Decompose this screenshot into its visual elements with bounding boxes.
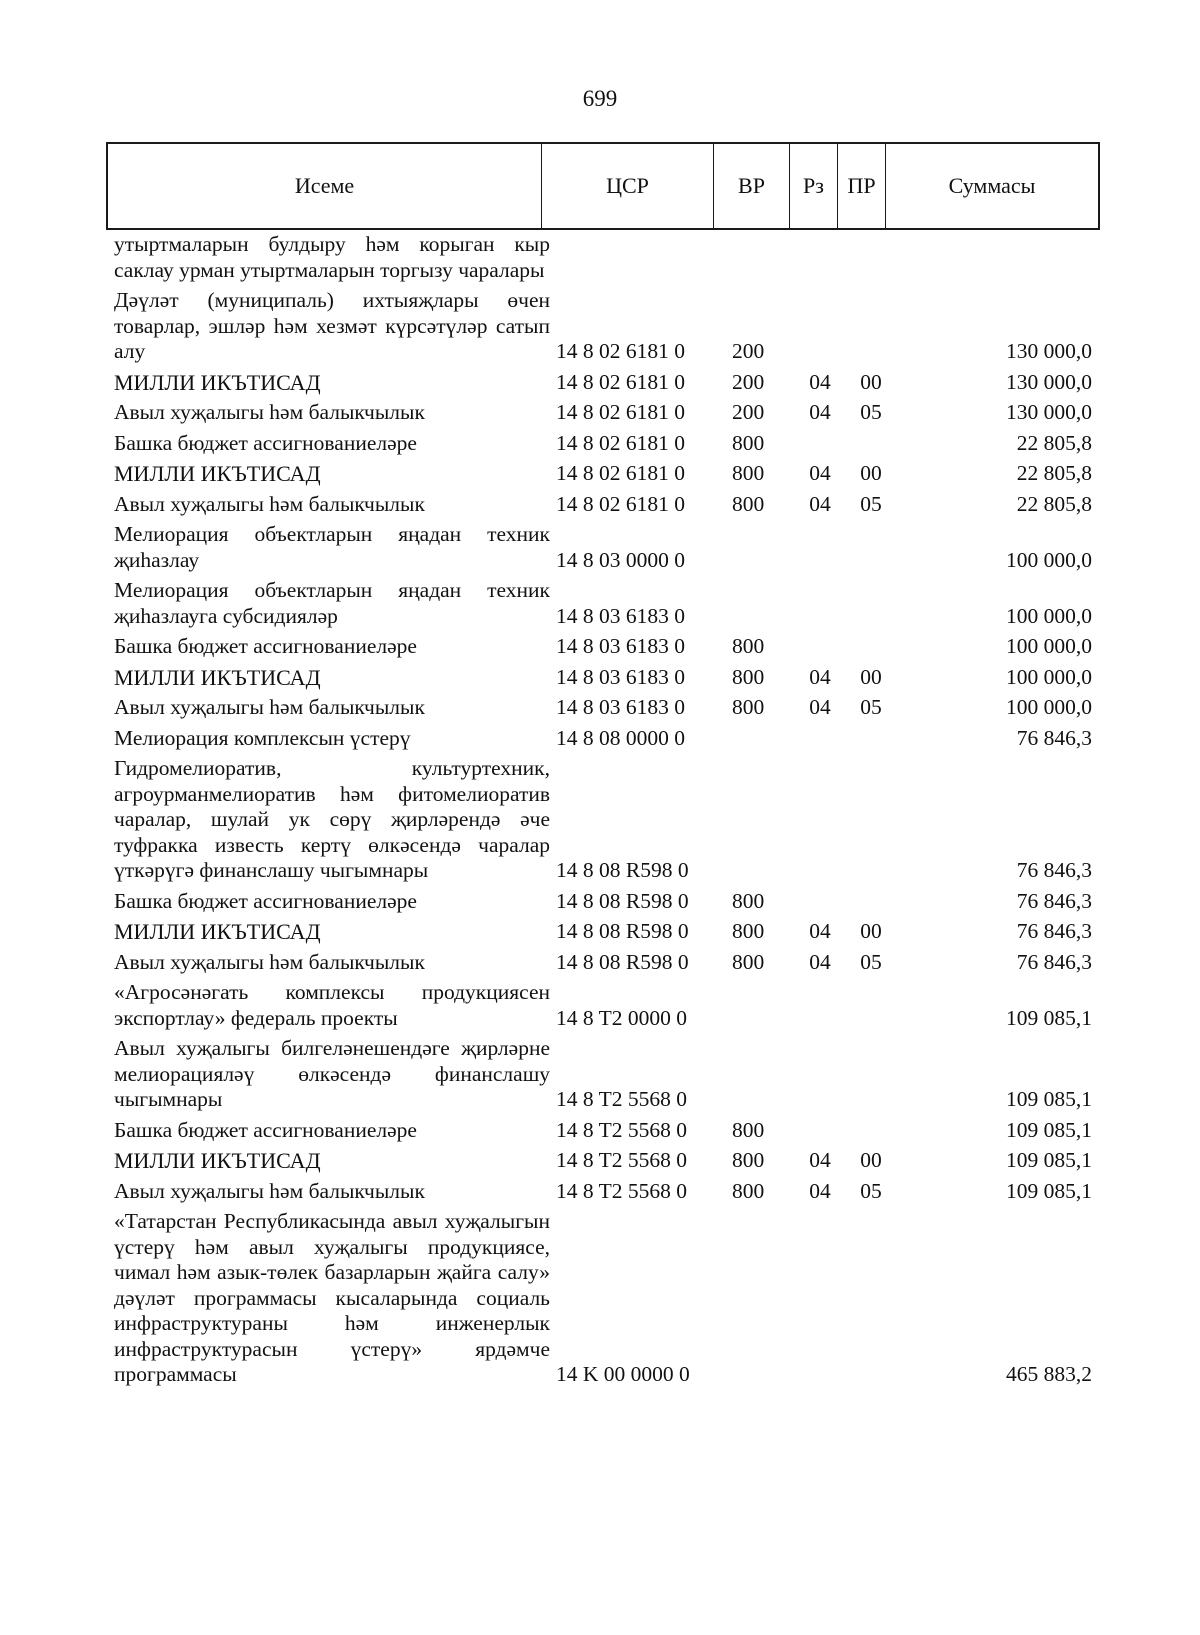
row-csr: 14 8 08 0000 0 — [556, 725, 685, 750]
row-name: Гидромелиоратив, культуртехник, агроурманмелиоратив һәм фитомелиоратив чаралар, шулай ук сөрү җирләрендә әче туфракка известь кертү өлкәсендә чаралар үткәрүгә финанслашу чыгымнары — [114, 756, 550, 882]
row-sum: 100 000,0 — [1006, 695, 1092, 719]
row-rz: 04 — [809, 491, 831, 516]
row-sum: 76 846,3 — [1016, 888, 1092, 913]
row-sum: 109 085,1 — [1006, 1087, 1092, 1111]
table-row — [114, 1148, 1100, 1174]
row-csr: 14 8 02 6181 0 — [556, 430, 685, 455]
table-row — [114, 522, 1100, 573]
header-pr: ПР — [838, 144, 886, 228]
table-row — [114, 1179, 1100, 1205]
row-csr: 14 8 03 6183 0 — [556, 634, 685, 658]
row-csr: 14 8 T2 5568 0 — [556, 1087, 687, 1111]
row-sum: 109 085,1 — [1006, 1148, 1092, 1172]
row-name: «Агросәнәгать комплексы продукциясен экспортлау» федераль проекты — [114, 980, 550, 1030]
table-row — [114, 1209, 1100, 1388]
row-rz: 04 — [809, 919, 831, 943]
row-name: Авыл хуҗалыгы һәм балыкчылык — [114, 949, 425, 974]
table-row — [114, 1118, 1100, 1144]
row-name: МИЛЛИ ИКЪТИСАД — [114, 369, 321, 395]
table-row — [114, 634, 1100, 660]
row-pr: 00 — [860, 664, 882, 689]
row-csr: 14 8 03 6183 0 — [556, 695, 685, 719]
table-row — [114, 1036, 1100, 1113]
row-vr: 800 — [732, 634, 765, 658]
row-name: утыртмаларын булдыру һәм корыган кыр саклау урман утыртмаларын торгызу чаралары — [114, 232, 550, 282]
row-vr: 800 — [732, 461, 765, 485]
row-vr: 800 — [732, 1148, 765, 1172]
row-sum: 109 085,1 — [1006, 1005, 1092, 1030]
row-sum: 22 805,8 — [1016, 491, 1092, 516]
page-number: 699 — [582, 86, 618, 111]
header-sum: Суммасы — [948, 173, 1036, 198]
row-vr: 800 — [732, 919, 765, 943]
row-name: МИЛЛИ ИКЪТИСАД — [114, 1148, 321, 1173]
row-csr: 14 8 02 6181 0 — [556, 339, 685, 363]
row-vr: 800 — [732, 1178, 765, 1203]
row-vr: 800 — [732, 888, 765, 913]
row-csr: 14 8 08 R598 0 — [556, 858, 689, 882]
row-csr: 14 8 03 6183 0 — [556, 664, 685, 689]
row-sum: 100 000,0 — [1006, 603, 1092, 628]
row-csr: 14 8 T2 5568 0 — [556, 1178, 687, 1203]
row-name: Авыл хуҗалыгы һәм балыкчылык — [114, 695, 425, 719]
row-vr: 800 — [732, 664, 765, 689]
row-vr: 800 — [732, 430, 765, 455]
row-name: Авыл хуҗалыгы һәм балыкчылык — [114, 491, 425, 516]
row-pr: 05 — [860, 695, 882, 719]
row-name: Башка бюджет ассигнованиеләре — [114, 634, 417, 658]
table-body — [114, 232, 1100, 1393]
row-rz: 04 — [809, 461, 831, 485]
table-row — [114, 232, 1100, 283]
table-row — [114, 756, 1100, 884]
row-sum: 109 085,1 — [1006, 1117, 1092, 1142]
row-csr: 14 8 08 R598 0 — [556, 919, 689, 943]
header-rz: Рз — [790, 144, 838, 228]
row-csr: 14 8 02 6181 0 — [556, 461, 685, 485]
row-pr: 05 — [860, 400, 882, 424]
row-rz: 04 — [809, 949, 831, 974]
row-csr: 14 8 08 R598 0 — [556, 888, 689, 913]
row-name: Мелиорация объектларын яңадан техник җиһазлауга субсидияләр — [114, 578, 550, 628]
row-name: Дәүләт (муниципаль) ихтыяҗлары өчен товарлар, эшләр һәм хезмәт күрсәтүләр сатып алу — [114, 288, 550, 363]
header-csr: ЦСР — [542, 144, 714, 228]
table-row — [114, 492, 1100, 518]
row-sum: 76 846,3 — [1016, 949, 1092, 974]
table-row — [114, 950, 1100, 976]
table-row — [114, 400, 1100, 426]
row-sum: 22 805,8 — [1016, 461, 1092, 485]
table-row — [114, 461, 1100, 487]
row-sum: 130 000,0 — [1006, 400, 1092, 424]
row-sum: 109 085,1 — [1006, 1178, 1092, 1203]
row-sum: 76 846,3 — [1016, 919, 1092, 943]
row-rz: 04 — [809, 1148, 831, 1172]
row-name: Башка бюджет ассигнованиеләре — [114, 430, 417, 455]
row-csr: 14 8 03 6183 0 — [556, 603, 685, 628]
row-name: Авыл хуҗалыгы билгеләнешендәге җирләрне мелиорацияләү өлкәсендә финанслашу чыгымнары — [114, 1036, 550, 1111]
row-pr: 05 — [860, 491, 882, 516]
row-vr: 200 — [732, 400, 765, 424]
row-sum: 100 000,0 — [1006, 547, 1092, 572]
row-sum: 130 000,0 — [1006, 369, 1092, 394]
row-name: МИЛЛИ ИКЪТИСАД — [114, 461, 321, 486]
row-sum: 22 805,8 — [1016, 430, 1092, 455]
row-vr: 200 — [732, 369, 765, 394]
table-row — [114, 665, 1100, 691]
table-row — [114, 288, 1100, 365]
table-row — [114, 919, 1100, 945]
row-pr: 00 — [860, 919, 882, 943]
row-rz: 04 — [809, 664, 831, 689]
row-name: Башка бюджет ассигнованиеләре — [114, 888, 417, 913]
row-name: МИЛЛИ ИКЪТИСАД — [114, 919, 321, 944]
table-row — [114, 578, 1100, 629]
row-sum: 76 846,3 — [1016, 725, 1092, 750]
row-vr: 800 — [732, 695, 765, 719]
row-vr: 800 — [732, 491, 765, 516]
row-csr: 14 8 02 6181 0 — [556, 491, 685, 516]
row-sum: 76 846,3 — [1016, 858, 1092, 882]
table-header — [106, 142, 1100, 230]
table-row — [114, 431, 1100, 457]
row-vr: 200 — [732, 339, 765, 363]
header-name: Исеме — [108, 144, 542, 228]
table-row — [114, 726, 1100, 752]
row-csr: 14 8 T2 0000 0 — [556, 1005, 687, 1030]
table-row — [114, 370, 1100, 396]
row-name: МИЛЛИ ИКЪТИСАД — [114, 664, 321, 690]
row-csr: 14 8 02 6181 0 — [556, 369, 685, 394]
row-rz: 04 — [809, 369, 831, 394]
row-sum: 465 883,2 — [1006, 1362, 1092, 1386]
row-name: Башка бюджет ассигнованиеләре — [114, 1117, 417, 1142]
row-pr: 00 — [860, 461, 882, 485]
row-vr: 800 — [732, 949, 765, 974]
row-csr: 14 8 02 6181 0 — [556, 400, 685, 424]
row-name: Авыл хуҗалыгы һәм балыкчылык — [114, 1178, 425, 1203]
row-csr: 14 8 08 R598 0 — [556, 949, 689, 974]
row-pr: 00 — [860, 1148, 882, 1172]
row-csr: 14 8 03 0000 0 — [556, 547, 685, 572]
row-rz: 04 — [809, 1178, 831, 1203]
row-rz: 04 — [809, 695, 831, 719]
row-pr: 05 — [860, 1178, 882, 1203]
row-name: Авыл хуҗалыгы һәм балыкчылык — [114, 400, 425, 424]
table-row — [114, 980, 1100, 1031]
header-vr: ВР — [714, 144, 790, 228]
row-csr: 14 K 00 0000 0 — [556, 1362, 690, 1386]
row-pr: 00 — [860, 369, 882, 394]
row-sum: 130 000,0 — [1006, 339, 1092, 363]
row-vr: 800 — [732, 1117, 765, 1142]
row-name: Мелиорация объектларын яңадан техник җиһазлау — [114, 522, 550, 572]
table-row — [114, 695, 1100, 721]
table-row — [114, 889, 1100, 915]
row-sum: 100 000,0 — [1006, 634, 1092, 658]
row-name: «Татарстан Республикасында авыл хуҗалыгын үстерү һәм авыл хуҗалыгы продукциясе, чимал һәм азык-төлек базарларын җайга салу» дәүләт программасы кысаларында социаль инфраструктураны һәм инженерлык инфраструктурасын үстерү» ярдәмче программасы — [114, 1209, 550, 1386]
row-csr: 14 8 T2 5568 0 — [556, 1148, 687, 1172]
row-csr: 14 8 T2 5568 0 — [556, 1117, 687, 1142]
row-sum: 100 000,0 — [1006, 664, 1092, 689]
row-rz: 04 — [809, 400, 831, 424]
row-name: Мелиорация комплексын үстерү — [114, 725, 411, 750]
row-pr: 05 — [860, 949, 882, 974]
